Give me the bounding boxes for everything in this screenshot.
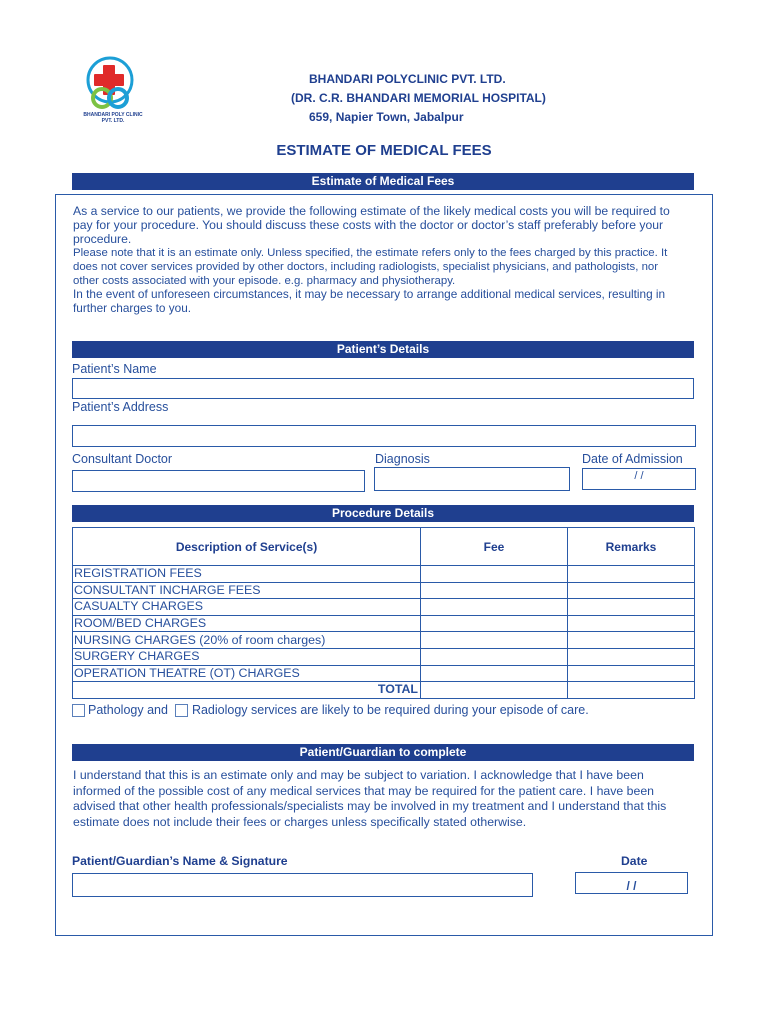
remarks-cell[interactable] bbox=[568, 582, 695, 599]
table-row bbox=[73, 566, 695, 583]
section-bar-guardian: Patient/Guardian to complete bbox=[72, 744, 694, 761]
fee-cell[interactable] bbox=[421, 599, 568, 616]
service-description: CONSULTANT INCHARGE FEES bbox=[73, 582, 421, 599]
fee-cell[interactable] bbox=[421, 615, 568, 632]
diagnosis-label: Diagnosis bbox=[375, 452, 430, 466]
signature-date-field[interactable]: / / bbox=[575, 872, 688, 894]
remarks-cell[interactable] bbox=[568, 615, 695, 632]
date-of-admission-field[interactable]: / / bbox=[582, 468, 696, 490]
patient-name-field[interactable] bbox=[72, 378, 694, 399]
column-header-remarks: Remarks bbox=[568, 528, 695, 566]
table-row bbox=[73, 615, 695, 632]
patient-address-label: Patient’s Address bbox=[72, 400, 169, 414]
clinic-address: 659, Napier Town, Jabalpur bbox=[309, 110, 464, 124]
table-row bbox=[73, 665, 695, 682]
section-bar-procedure: Procedure Details bbox=[72, 505, 694, 522]
signature-label: Patient/Guardian’s Name & Signature bbox=[72, 854, 288, 868]
diagnosis-field[interactable] bbox=[374, 467, 570, 491]
fee-cell[interactable] bbox=[421, 665, 568, 682]
guardian-statement: I understand that this is an estimate only and may be subject to variation. I acknowledge that I have been informed of the possible cost of any medical services that may be required for the patient care. I have been advised that other health professionals/specialists may be involved in my treatment and I understand that this estimate does not include their fees or charges unless specifically stated otherwise. bbox=[73, 768, 667, 830]
date-label: Date bbox=[621, 854, 648, 868]
column-header-description: Description of Service(s) bbox=[73, 528, 421, 566]
radiology-checkbox[interactable] bbox=[175, 704, 188, 717]
pathology-checkbox[interactable] bbox=[72, 704, 85, 717]
remarks-cell[interactable] bbox=[568, 665, 695, 682]
consultant-doctor-label: Consultant Doctor bbox=[72, 452, 173, 466]
services-checkbox-line bbox=[72, 703, 589, 717]
pathology-label: Pathology and bbox=[88, 703, 168, 717]
page-title: ESTIMATE OF MEDICAL FEES bbox=[276, 142, 492, 159]
patient-name-label: Patient’s Name bbox=[72, 362, 157, 376]
total-row bbox=[73, 682, 695, 699]
table-row bbox=[73, 632, 695, 649]
table-header-row bbox=[73, 528, 695, 566]
patient-address-field[interactable] bbox=[72, 425, 696, 447]
procedure-table bbox=[72, 527, 695, 699]
table-row bbox=[73, 648, 695, 665]
service-description: CASUALTY CHARGES bbox=[73, 599, 421, 616]
remarks-cell[interactable] bbox=[568, 599, 695, 616]
service-description: SURGERY CHARGES bbox=[73, 648, 421, 665]
radiology-label: Radiology services are likely to be required during your episode of care. bbox=[191, 703, 589, 717]
signature-field[interactable] bbox=[72, 873, 533, 897]
intro-paragraph-1: As a service to our patients, we provide the following estimate of the likely medical costs you will be required to pay for your procedure. You should discuss these costs with the doctor or doctor’s staff preferably before your procedure. bbox=[73, 204, 670, 246]
remarks-cell[interactable] bbox=[568, 632, 695, 649]
clinic-logo bbox=[80, 54, 146, 124]
column-header-fee: Fee bbox=[421, 528, 568, 566]
intro-text bbox=[73, 205, 683, 316]
service-description: REGISTRATION FEES bbox=[73, 566, 421, 583]
logo-caption: BHANDARI POLY CLINIC PVT. LTD. bbox=[83, 112, 143, 124]
consultant-doctor-field[interactable] bbox=[72, 470, 365, 492]
org-name: BHANDARI POLYCLINIC PVT. LTD. bbox=[309, 72, 506, 86]
remarks-cell[interactable] bbox=[568, 566, 695, 583]
section-bar-estimate: Estimate of Medical Fees bbox=[72, 173, 694, 190]
section-bar-patient: Patient’s Details bbox=[72, 341, 694, 358]
service-description: NURSING CHARGES (20% of room charges) bbox=[73, 632, 421, 649]
table-row bbox=[73, 599, 695, 616]
service-description: ROOM/BED CHARGES bbox=[73, 615, 421, 632]
hospital-name: (DR. C.R. BHANDARI MEMORIAL HOSPITAL) bbox=[291, 91, 546, 105]
intro-paragraph-2: Please note that it is an estimate only. Unless specified, the estimate refers only to the fees charged by this practice. It does not cover services provided by other doctors, including radiologists, specialist physicians, and pathologists, nor other costs associated with your episode. e.g. pharmacy and physiotherapy. bbox=[73, 246, 668, 287]
total-fee-cell[interactable] bbox=[421, 682, 568, 699]
intro-paragraph-3: In the event of unforeseen circumstances, it may be necessary to arrange additional medical services, resulting in further charges to you. bbox=[73, 287, 666, 316]
date-of-admission-label: Date of Admission bbox=[582, 452, 683, 466]
fee-cell[interactable] bbox=[421, 582, 568, 599]
fee-cell[interactable] bbox=[421, 648, 568, 665]
table-row bbox=[73, 582, 695, 599]
fee-cell[interactable] bbox=[421, 632, 568, 649]
service-description: OPERATION THEATRE (OT) CHARGES bbox=[73, 665, 421, 682]
total-remarks-cell[interactable] bbox=[568, 682, 695, 699]
remarks-cell[interactable] bbox=[568, 648, 695, 665]
fee-cell[interactable] bbox=[421, 566, 568, 583]
total-label: TOTAL bbox=[73, 682, 421, 699]
